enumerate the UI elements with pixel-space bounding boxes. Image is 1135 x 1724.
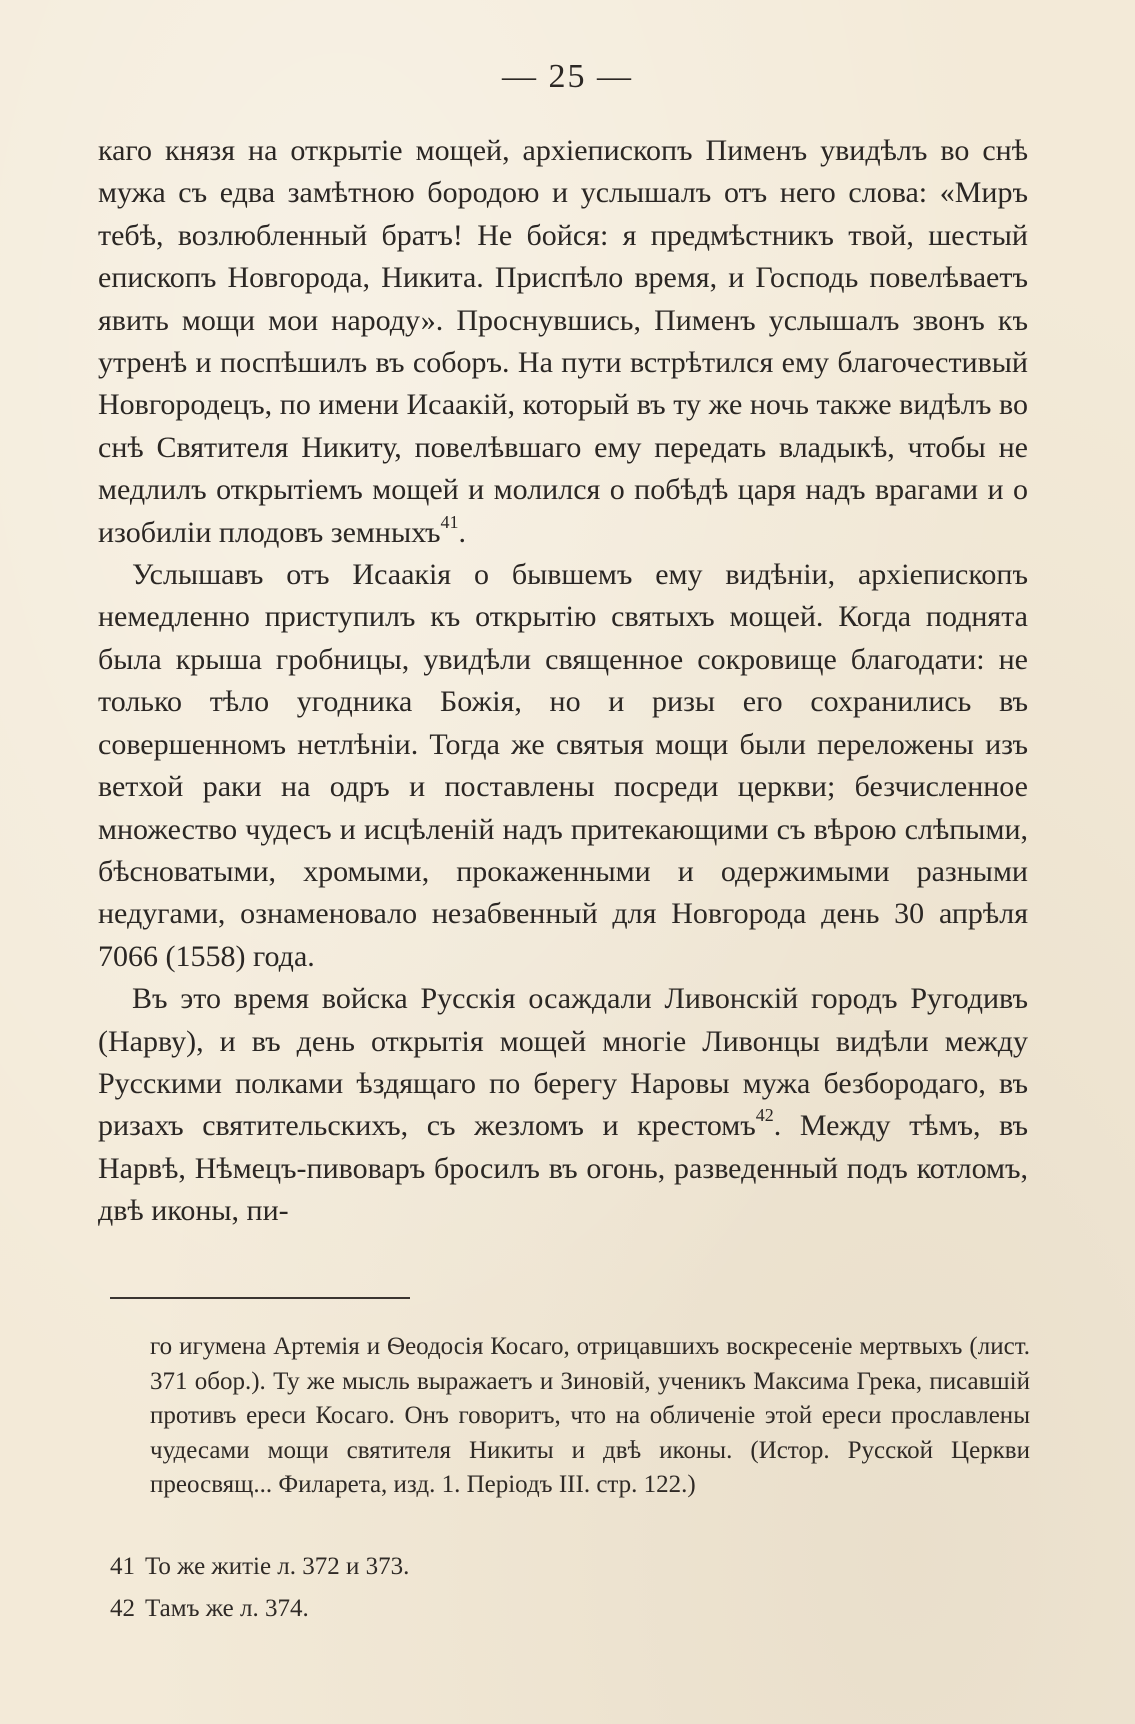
footnote-number: 41	[110, 1553, 135, 1580]
footnote-ref-42[interactable]: 42	[755, 1105, 774, 1126]
paragraph-1	[98, 130, 1028, 554]
footnote-ref-41[interactable]: 41	[440, 511, 459, 532]
paragraph-text: Услышавъ отъ Исаакія о бывшемъ ему видѣніи, архіепископъ немедленно приступилъ къ открытію святыхъ мощей. Когда поднята была крыша гробницы, увидѣли священное сокровище благодати: не только тѣло угодника Божія, но и ризы его сохранились въ совершенномъ нетлѣніи. Тогда же святыя мощи были переложены изъ ветхой раки на одръ и поставлены посреди церкви; безчисленное множество чудесъ и исцѣленій надъ притекающими съ вѣрою слѣпыми, бѣсноватыми, хромыми, прокаженными и одержимыми разными недугами, ознаменовало незабвенный для Новгорода день 30 апрѣля 7066 (1558) года.	[98, 558, 1028, 973]
footnote-text: Тамъ же л. 374.	[145, 1595, 309, 1622]
paragraph-text: .	[458, 515, 466, 549]
footnote-number: 42	[110, 1595, 135, 1622]
paragraph-3	[98, 978, 1028, 1232]
footnote-42	[110, 1592, 309, 1626]
footnote-continuation: го игумена Артемія и Ѳеодосія Косаго, отрицавшихъ воскресеніе мертвыхъ (лист. 371 обор.). Ту же мысль выражаетъ и Зиновій, ученикъ Максима Грека, писавшій противъ ереси Косаго. Онъ говоритъ, что на обличеніе этой ереси прославлены чудесами мощи святителя Никиты и двѣ иконы. (Истор. Русской Церкви преосвящ... Филарета, изд. 1. Періодъ III. стр. 122.)	[150, 1333, 1030, 1499]
footnote-text: То же житіе л. 372 и 373.	[145, 1553, 410, 1580]
footnote-41	[110, 1550, 409, 1584]
paragraph-2	[98, 554, 1028, 978]
paragraph-text: каго князя на открытіе мощей, архіепископъ Пименъ увидѣлъ во снѣ мужа съ едва замѣтною бородою и услышалъ отъ него слова: «Миръ тебѣ, возлюбленный братъ! Не бойся: я предмѣстникъ твой, шестый епископъ Новгорода, Никита. Приспѣло время, и Господь повелѣваетъ явить мощи мои народу». Проснувшись, Пименъ услышалъ звонъ къ утренѣ и поспѣшилъ въ соборъ. На пути встрѣтился ему благочестивый Новгородецъ, по имени Исаакій, который въ ту же ночь также видѣлъ во снѣ Святителя Никиту, повелѣвшаго ему передать владыкѣ, чтобы не медлилъ открытіемъ мощей и молился о побѣдѣ царя надъ врагами и о изобиліи плодовъ земныхъ	[98, 134, 1028, 549]
page-number: — 25 —	[502, 58, 633, 95]
footnote-divider	[110, 1297, 410, 1299]
paragraph-text: Въ это время войска Русскія осаждали Ливонскій городъ Ругодивъ (Нарву), и въ день открытія мощей многіе Ливонцы видѣли между Русскими полками ѣздящаго по берегу Наровы мужа безбородаго, въ ризахъ святительскихъ, съ жезломъ и крестомъ	[98, 982, 1028, 1143]
paragraph-text: . Между тѣмъ, въ Нарвѣ, Нѣмецъ-пивоваръ бросилъ въ огонь, разведенный подъ котломъ, двѣ иконы, пи-	[98, 1109, 1028, 1228]
main-text	[98, 130, 1028, 1233]
